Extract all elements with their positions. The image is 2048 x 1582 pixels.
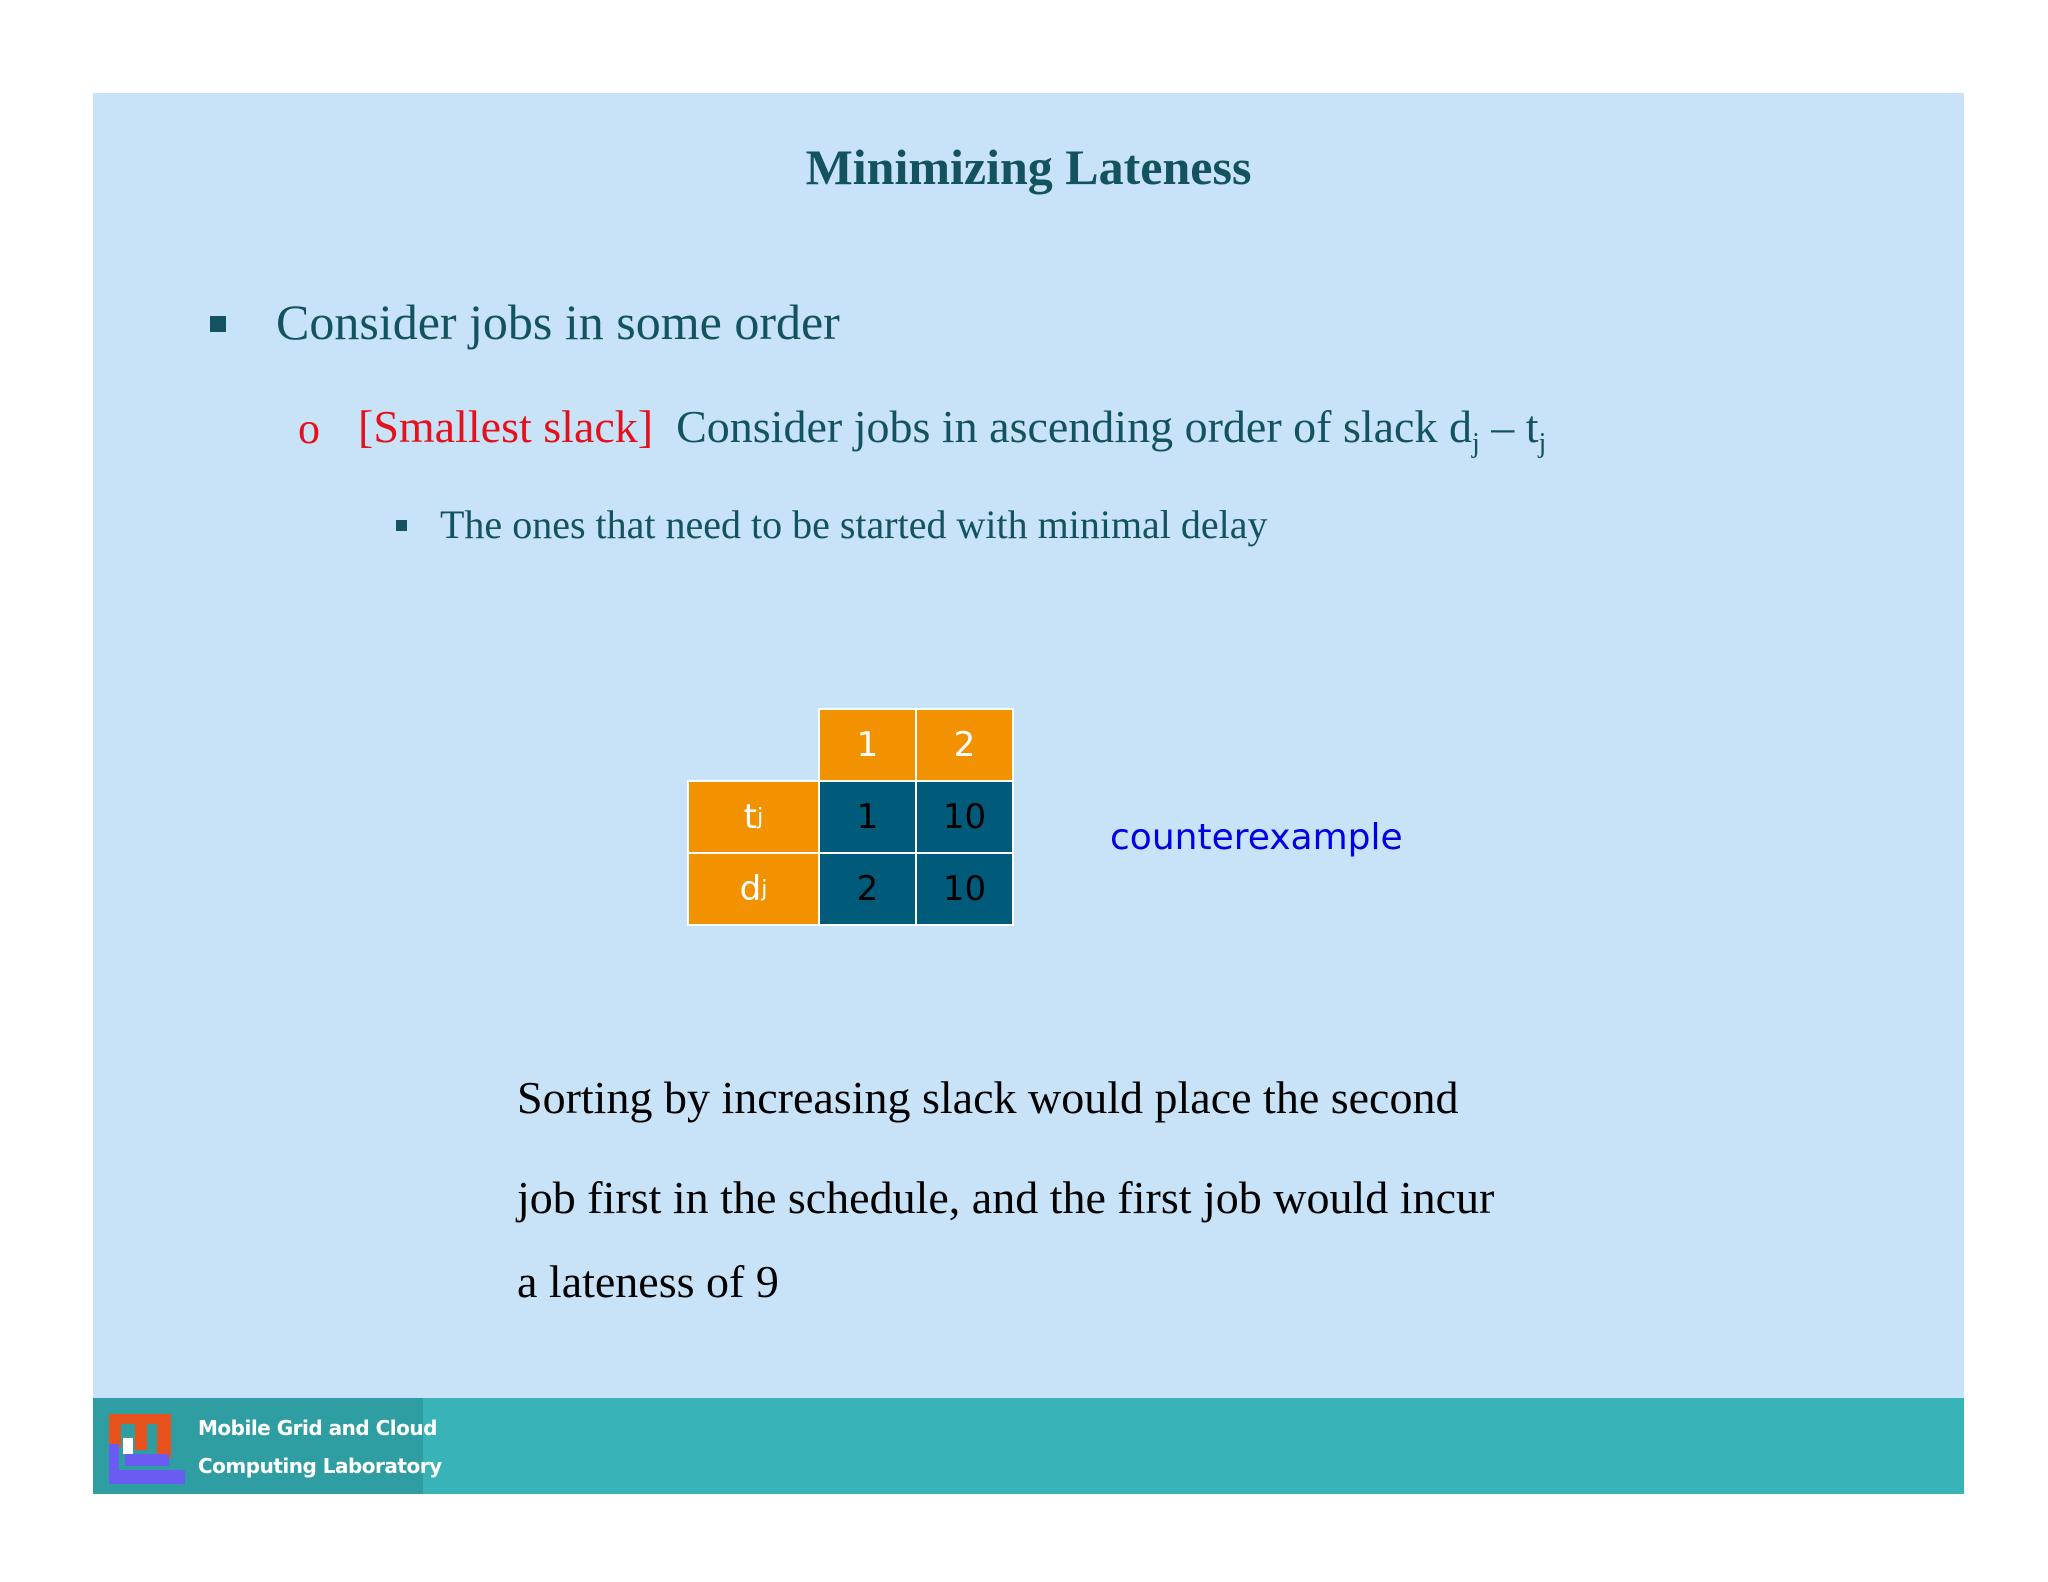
smallest-slack-text: Consider jobs in ascending order of slack d — [676, 401, 1472, 452]
smallest-slack-tag: [Smallest slack] — [358, 401, 654, 452]
slide-title: Minimizing Lateness — [805, 139, 1252, 195]
bullet-smallest-slack — [358, 400, 1546, 460]
table-cell: 10 — [915, 852, 1014, 926]
table-cell: 10 — [915, 780, 1014, 854]
lab-logo — [93, 1398, 442, 1494]
slide — [93, 93, 1964, 1494]
table-row-label: t j — [687, 780, 820, 854]
bullet-consider-jobs: Consider jobs in some order — [276, 294, 840, 350]
slack-minus-t: – t — [1479, 401, 1539, 452]
lab-name-line1: Mobile Grid and Cloud — [198, 1416, 437, 1440]
table-row-label: d j — [687, 852, 820, 926]
lab-name-line2: Computing Laboratory — [198, 1454, 442, 1478]
lab-logo-icon — [109, 1414, 185, 1484]
counterexample-label: counterexample — [1110, 817, 1403, 858]
subscript-j: j — [1471, 428, 1480, 459]
table-header-cell: 2 — [915, 708, 1014, 782]
subscript-j: j — [1538, 428, 1547, 459]
bullet-square-small-icon — [396, 520, 407, 531]
bullet-square-icon — [210, 316, 226, 332]
explanation-line: Sorting by increasing slack would place the second — [517, 1072, 1459, 1123]
bullet-minimal-delay: The ones that need to be started with minimal delay — [440, 502, 1268, 547]
explanation-line: job first in the schedule, and the first job would incur — [517, 1172, 1495, 1223]
table-cell: 1 — [818, 780, 917, 854]
table-header-cell: 1 — [818, 708, 917, 782]
table-cell: 2 — [818, 852, 917, 926]
explanation-line: a lateness of 9 — [517, 1256, 779, 1307]
footer-band — [93, 1398, 1964, 1494]
bullet-circle-marker: o — [298, 404, 320, 453]
